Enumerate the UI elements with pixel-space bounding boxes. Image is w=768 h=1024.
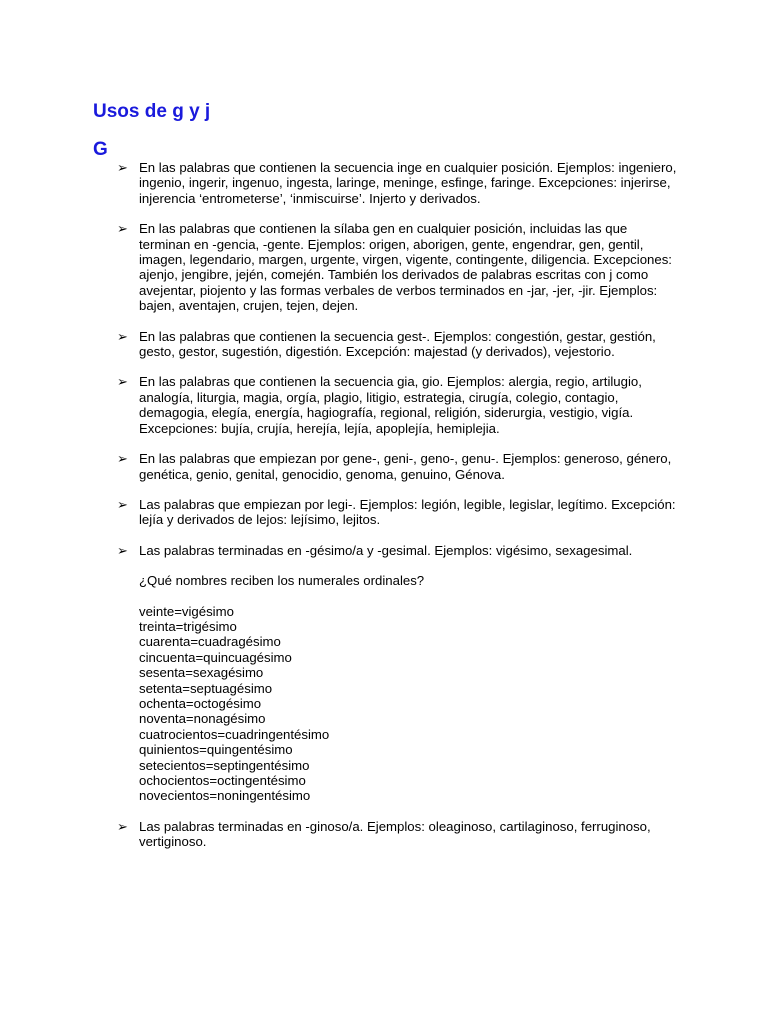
ordinal-item: noventa=nonagésimo [139, 711, 266, 727]
arrow-bullet-icon: ➢ [117, 818, 128, 834]
rule-item [117, 497, 677, 528]
ordinal-item: sesenta=sexagésimo [139, 665, 264, 681]
rule-text: En las palabras que contienen la secuencia gest-. Ejemplos: congestión, gestar, gestión, gesto, gestor, sugestión, digestión. Excepción: majestad (y derivados), vejestorio. [139, 328, 656, 360]
document-title: Usos de g y j [93, 101, 211, 122]
section-heading-g: G [93, 139, 108, 160]
rule-item [117, 160, 677, 206]
rule-item [117, 819, 677, 850]
ordinal-item: quinientos=quingentésimo [139, 742, 293, 758]
arrow-bullet-icon: ➢ [117, 160, 128, 175]
ordinals-list [139, 604, 677, 804]
ordinals-question: ¿Qué nombres reciben los numerales ordinales? [139, 573, 425, 589]
ordinal-item: veinte=vigésimo [139, 603, 234, 619]
ordinal-item: ochenta=octogésimo [139, 695, 262, 711]
arrow-bullet-icon: ➢ [117, 451, 128, 467]
rule-item [117, 451, 677, 482]
rule-item [117, 221, 677, 313]
rule-text: Las palabras terminadas en -gésimo/a y -gesimal. Ejemplos: vigésimo, sexagesimal. [139, 542, 633, 558]
rule-text: Las palabras que empiezan por legi-. Ejemplos: legión, legible, legislar, legítimo. Excepción: lejía y derivados de lejos: lejísimo, lejitos. [139, 496, 676, 528]
ordinal-item: treinta=trigésimo [139, 618, 237, 634]
ordinal-item: cincuenta=quincuagésimo [139, 649, 292, 665]
arrow-bullet-icon: ➢ [117, 496, 128, 512]
rule-text: En las palabras que contienen la secuencia gia, gio. Ejemplos: alergia, regio, artilugio, analogía, liturgia, magia, orgía, plagio, litigio, estrategia, cirugía, colegio, contagio, demagogia, elegía, energía, hagiografía, regional, religión, siderurgia, vestigio, vigía. Excepciones: bujía, crujía, herejía, lejía, apoplejía, hemiplejia. [139, 374, 642, 436]
rule-item [117, 374, 677, 436]
ordinal-item: cuatrocientos=cuadringentésimo [139, 726, 330, 742]
arrow-bullet-icon: ➢ [117, 221, 128, 237]
arrow-bullet-icon: ➢ [117, 328, 128, 344]
rules-list [117, 160, 677, 865]
rule-text: Las palabras terminadas en -ginoso/a. Ejemplos: oleaginoso, cartilaginoso, ferruginoso, vertiginoso. [139, 818, 651, 850]
rule-item [117, 329, 677, 360]
ordinal-item: setenta=septuagésimo [139, 680, 273, 696]
ordinal-item: setecientos=septingentésimo [139, 757, 310, 773]
rule-text: En las palabras que contienen la sílaba gen en cualquier posición, incluidas las que terminan en -gencia, -gente. Ejemplos: origen, aborigen, gente, engendrar, gen, gentil, imagen, legendario, margen, urgente, virgen, vigente, contingente, diligencia. Excepciones: ajenjo, jengibre, jején, comején. También los derivados de palabras escritas con j como avejentar, piojento y las formas verbales de verbos terminados en -jar, -jer, -jir. Ejemplos: bajen, aventajen, crujen, tejen, dejen. [139, 221, 672, 314]
ordinal-item: novecientos=noningentésimo [139, 788, 311, 804]
arrow-bullet-icon: ➢ [117, 542, 128, 558]
rule-item [117, 543, 677, 804]
rule-text: En las palabras que contienen la secuencia inge en cualquier posición. Ejemplos: ingeniero, ingenio, ingerir, ingenuo, ingesta, laringe, meninge, esfinge, faringe. Excepciones: injerirse, injerencia ‘entrometerse’, ‘inmiscuirse’. Injerto y derivados. [139, 160, 677, 206]
arrow-bullet-icon: ➢ [117, 374, 128, 390]
rule-text: En las palabras que empiezan por gene-, geni-, geno-, genu-. Ejemplos: generoso, género, genética, genio, genital, genocidio, genoma, genuino, Génova. [139, 451, 672, 482]
ordinal-item: ochocientos=octingentésimo [139, 773, 306, 788]
ordinal-item: cuarenta=cuadragésimo [139, 634, 281, 650]
